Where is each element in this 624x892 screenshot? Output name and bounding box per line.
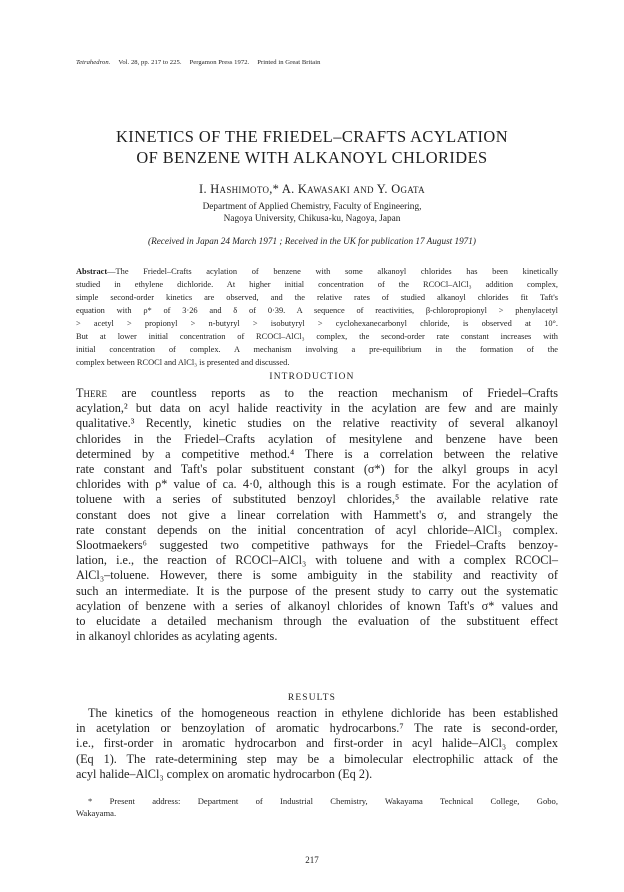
footnote [76, 795, 558, 819]
footnote-line: Wakayama. [76, 808, 117, 818]
body-line: qualitative.³ Recently, kinetic studies on the relative reactivity of several alkanoyl [76, 416, 558, 431]
abstract-line: complex between RCOCl and AlCl₃ is presented and discussed. [76, 358, 290, 368]
body-line: toluene with a series of substituted benzoyl chlorides,⁵ the available relative rate [76, 492, 558, 507]
body-line: i.e., first-order in aromatic hydrocarbon and first-order in acyl halide–AlCl₃ complex [76, 736, 558, 751]
body-line: There are countless reports as to the reaction mechanism of Friedel–Crafts [76, 386, 558, 400]
body-line: AlCl₃–toluene. However, there is some ambiguity in the stability and reactivity of [76, 568, 558, 583]
journal-name: Tetrahedron. [76, 59, 111, 66]
introduction-body [76, 386, 558, 644]
paper-title-line-2: OF BENZENE WITH ALKANOYL CHLORIDES [136, 148, 488, 167]
authors: I. Hashimoto,* A. Kawasaki and Y. Ogata [199, 182, 425, 196]
body-line: determined by a competitive method.⁴ There is a correlation between the relative [76, 446, 558, 461]
abstract-line: studied in ethylene dichloride. At higher initial concentration of the RCOCl–AlCl₃ addition complex, [76, 280, 558, 290]
body-line: Slootmaekers⁶ suggested two competitive pathways for the Friedel–Crafts benzoy- [76, 538, 558, 553]
body-line: acylation,² but data on acyl halide reactivity in the acylation are few and are mainly [76, 401, 558, 416]
affiliation-line-1: Department of Applied Chemistry, Faculty of Engineering, [202, 202, 422, 212]
body-line: acylation of benzene with a series of alkanoyl chlorides of known Taft's σ* values and [76, 598, 558, 613]
page-number: 217 [305, 855, 319, 865]
body-line: acyl halide–AlCl₃ complex on aromatic hydrocarbon (Eq 2). [76, 766, 373, 781]
footnote-line: * Present address: Department of Industrial Chemistry, Wakayama Technical College, Gobo, [88, 796, 558, 806]
received-dates [0, 236, 624, 246]
body-line: to elucidate a detailed mechanism through the evaluation of the substituent effect [76, 614, 558, 629]
publisher: Pergamon Press 1972. [189, 59, 250, 66]
journal-citation [76, 59, 321, 66]
body-line: in acetylation or benzoylation of aromatic hydrocarbons.⁷ The rate is second-order, [76, 721, 558, 736]
printed-in: Printed in Great Britain [257, 59, 321, 66]
body-line: such an intermediate. It is the purpose of the present study to carry out the systematic [76, 583, 558, 598]
abstract-line: Abstract—The Friedel–Crafts acylation of benzene with some alkanoyl chlorides has been kinetically [76, 267, 558, 276]
body-line: in alkanoyl chlorides as acylating agents. [76, 629, 278, 644]
volume-pages: Vol. 28, pp. 217 to 225. [118, 59, 182, 66]
abstract-line: simple second-order kinetics are observed, and the relative rates of studied alkanoyl chlorides fit Taft's [76, 293, 558, 303]
body-line: (Eq 1). The rate-determining step may be a bimolecular electrophilic attack of the [76, 751, 558, 766]
abstract-line: > acetyl > propionyl > n-butyryl > isobutyryl > cyclohexanecarbonyl chloride, is observed at 10°. [76, 319, 558, 329]
abstract-line: initial concentration of complex. A mechanism involving a pre-equilibrium in the formation of the [76, 345, 558, 355]
body-line: lation, i.e., the reaction of RCOCl–AlCl₃ with toluene and with a complex RCOCl– [76, 553, 558, 568]
abstract [76, 265, 558, 369]
received-uk: Received in the UK for publication 17 August 1971) [284, 236, 476, 246]
results-heading: RESULTS [287, 693, 337, 703]
affiliation-line-2: Nagoya University, Chikusa-ku, Nagoya, Japan [223, 214, 401, 224]
results-body [76, 706, 558, 782]
introduction-heading: INTRODUCTION [269, 372, 355, 382]
body-line: chlorides with ρ* value of ca. 4·0, although this is a rough estimate. For the acylation of [76, 477, 558, 492]
abstract-line: equation with ρ* of 3·26 and δ of 0·39. A sequence of reactivities, β-chloropropionyl > phenylacetyl [76, 306, 558, 316]
drop-word: There [76, 386, 107, 400]
abstract-line: But at lower initial concentration of RCOCl–AlCl₃ complex, the second-order rate constant increases with [76, 332, 558, 342]
body-line: constant does not give a linear correlation with Hammett's σ, and strangely the [76, 507, 558, 522]
body-line: rate constant and Taft's polar substituent constant (σ*) for the alkyl groups in acyl [76, 462, 558, 477]
body-line: The kinetics of the homogeneous reaction in ethylene dichloride has been established [88, 706, 558, 720]
received-japan: (Received in Japan 24 March 1971 ; [148, 236, 285, 246]
body-line: rate constant depends on the initial concentration of acyl chloride–AlCl₃ complex. [76, 522, 558, 537]
body-line: chlorides in the Friedel–Crafts acylation of mesitylene and benzene have been [76, 431, 558, 446]
abstract-label: Abstract [76, 267, 108, 276]
paper-title-line-1: KINETICS OF THE FRIEDEL–CRAFTS ACYLATION [116, 127, 508, 146]
